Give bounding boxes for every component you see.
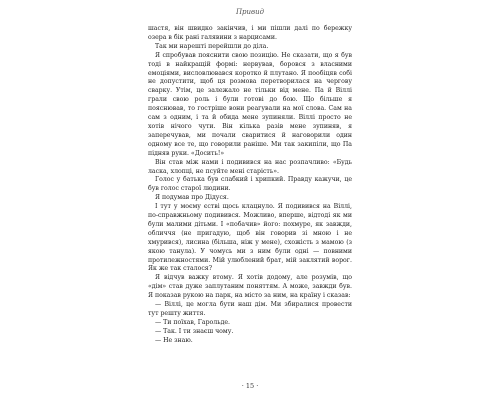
dialogue-line: — Ти поїхав, Гарольде.: [155, 318, 231, 326]
paragraph: Я спробував пояснити свою позицію. Не сказати, що я був тоді в найкращій формі: нервував, боровся з власними емоціями, висловлювався коротко й плутано. Я пообіцяв собі не допустити, щоб ця розмова перетворилася на чергову сварку. Утім, це залежало не тільки від мене. Па й Віллі грали свою роль і були готові до бою. Що більше я пояснював, то гостріше вони реагували на мої слова. Сам на сам з одним, і та й обида мене зупиняли. Віллі просто не хотів нічого чути. Він кілька разів мене зупиняв, я заперечував, ми почали сваритися й наговорили один одному все те, що говорили раніше. Ми так закипіли, що Па підняв руки. «Досить!»: [148, 51, 352, 157]
dialogue-line: — Віллі, це могла бути наш дім. Ми збиралися провести тут решту життя.: [148, 301, 352, 317]
body-text: [148, 25, 352, 346]
dialogue-line: — Так. І ти знаєш чому.: [155, 327, 234, 335]
paragraph: Я відчув важку втому. Я хотів додому, але розумів, що «дім» став дуже заплутаним поняттям. А може, завжди був. Я показав рукою на парк, на місто за ним, на країну і сказав:: [148, 274, 352, 300]
paragraph: І тут у моєму єстві щось клацнуло. Я подивився на Віллі, по-справжньому подивився. Можливо, вперше, відтоді як ми були малими дітьми. І «побачив» його: похмуре, як завжди, обличчя (не пригадую, щоб він говорив зі мною і не хмурився), лисина (більша, ніж у мене), схожість з мамою (з якою танула). У чомусь ми з ним були одні — повними протилежностями. Мій улюблений брат, мій заклятий ворог. Як же так сталося?: [148, 203, 352, 273]
paragraph: Голос у батька був слабкий і хрипкий. Правду кажучи, це був голос старої людини.: [148, 176, 352, 193]
running-title: Привид: [235, 8, 265, 16]
dialogue-line: — Не знаю.: [155, 336, 193, 344]
paragraph: Він став між нами і подивився на нас розпачливо: «Будь ласка, хлопці, не псуйте мені старість».: [148, 158, 352, 175]
paragraph: шастя, він швидко закінчив, і ми пішли далі по бережку озера в бік рані галявини з нарцисами.: [148, 25, 352, 41]
page-number: · 15 ·: [241, 382, 259, 390]
paragraph: Я подумав про Дідуся.: [155, 194, 229, 202]
paragraph: Так ми нарешті перейшли до діла.: [155, 42, 269, 50]
